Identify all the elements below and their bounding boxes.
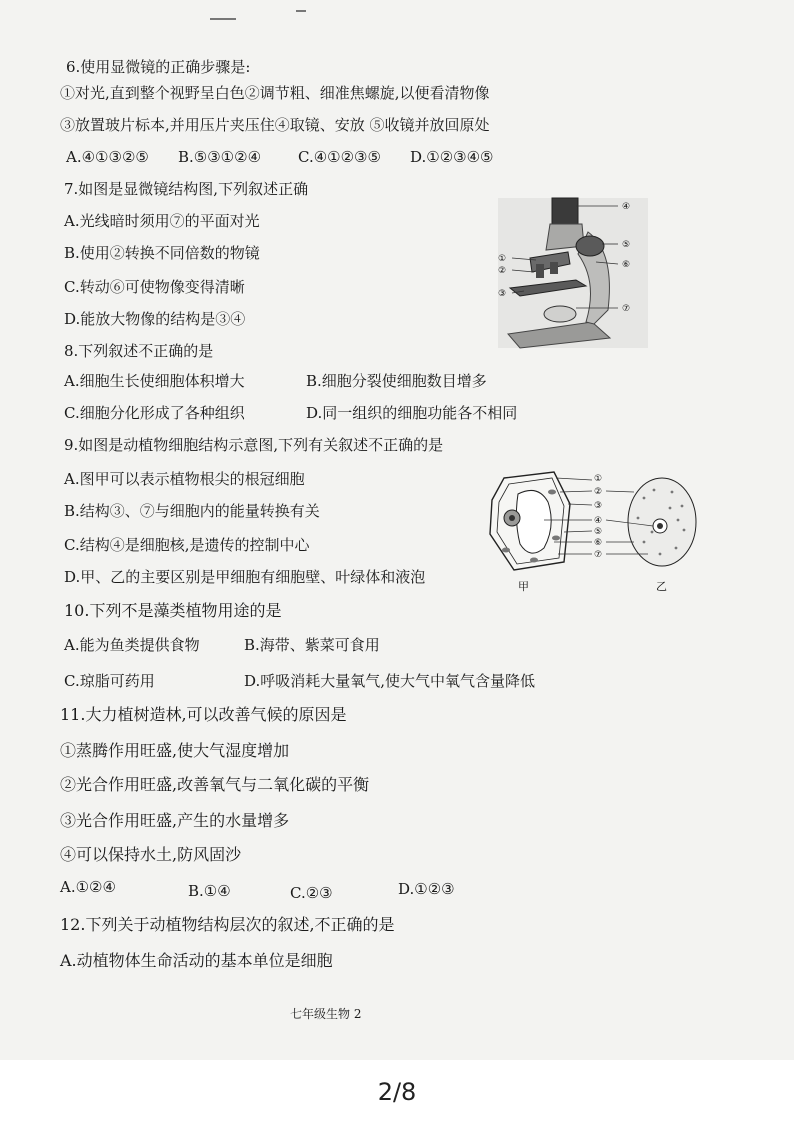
q11-item-3: ③光合作用旺盛,产生的水量增多 xyxy=(60,811,290,830)
question-12-stem: 12.下列关于动植物结构层次的叙述,不正确的是 xyxy=(60,915,395,934)
q10-option-c: C.琼脂可药用 xyxy=(64,672,155,690)
q8-option-b: B.细胞分裂使细胞数目增多 xyxy=(306,372,487,390)
question-10-stem: 10.下列不是藻类植物用途的是 xyxy=(64,601,282,620)
page-indicator: 2/8 xyxy=(377,1078,417,1106)
q9-option-d: D.甲、乙的主要区别是甲细胞有细胞壁、叶绿体和液泡 xyxy=(64,568,426,586)
mic-marker-6: ⑥ xyxy=(622,260,631,270)
q10-option-b: B.海带、紫菜可食用 xyxy=(244,636,380,654)
question-8-stem: 8.下列叙述不正确的是 xyxy=(64,342,214,360)
cell-marker-2: ② xyxy=(594,487,603,497)
mic-marker-2: ② xyxy=(498,266,507,276)
cell-marker-4: ④ xyxy=(594,516,603,526)
q9-option-b: B.结构③、⑦与细胞内的能量转换有关 xyxy=(64,502,320,520)
cell-marker-1: ① xyxy=(594,474,603,484)
plant-cell-label: 甲 xyxy=(518,580,529,593)
q7-option-c: C.转动⑥可使物像变得清晰 xyxy=(64,278,245,296)
q10-option-d: D.呼吸消耗大量氧气,使大气中氧气含量降低 xyxy=(244,672,536,690)
q9-option-a: A.图甲可以表示植物根尖的根冠细胞 xyxy=(64,470,305,488)
question-9-stem: 9.如图是动植物细胞结构示意图,下列有关叙述不正确的是 xyxy=(64,436,444,454)
page-footer-subject: 七年级生物 2 xyxy=(290,1007,362,1021)
question-6-line-1: ①对光,直到整个视野呈白色②调节粗、细准焦螺旋,以便看清物像 xyxy=(60,84,490,102)
q10-option-a: A.能为鱼类提供食物 xyxy=(64,636,200,654)
cell-marker-6: ⑥ xyxy=(594,538,603,548)
question-6-line-2: ③放置玻片标本,并用压片夹压住④取镜、安放 ⑤收镜并放回原处 xyxy=(60,116,490,134)
q6-option-c: C.④①②③⑤ xyxy=(298,148,381,166)
microscope-figure xyxy=(490,192,650,354)
mic-marker-7: ⑦ xyxy=(622,304,631,314)
q11-option-c: C.②③ xyxy=(290,884,333,902)
scan-mark xyxy=(210,18,236,20)
q7-option-b: B.使用②转换不同倍数的物镜 xyxy=(64,244,260,262)
q12-option-a: A.动植物体生命活动的基本单位是细胞 xyxy=(60,951,333,970)
cell-marker-5: ⑤ xyxy=(594,527,603,537)
q6-option-d: D.①②③④⑤ xyxy=(410,148,494,166)
mic-marker-5: ⑤ xyxy=(622,240,631,250)
q7-option-d: D.能放大物像的结构是③④ xyxy=(64,310,246,328)
question-7-stem: 7.如图是显微镜结构图,下列叙述正确 xyxy=(64,180,309,198)
q11-option-b: B.①④ xyxy=(188,882,231,900)
scan-mark xyxy=(296,10,306,12)
q9-option-c: C.结构④是细胞核,是遗传的控制中心 xyxy=(64,536,310,554)
mic-marker-1: ① xyxy=(498,254,507,264)
q8-option-d: D.同一组织的细胞功能各不相同 xyxy=(306,404,518,422)
animal-cell-label: 乙 xyxy=(656,580,667,593)
question-11-stem: 11.大力植树造林,可以改善气候的原因是 xyxy=(60,705,347,724)
q11-item-4: ④可以保持水土,防风固沙 xyxy=(60,845,242,864)
q8-option-a: A.细胞生长使细胞体积增大 xyxy=(64,372,245,390)
cell-diagram-figure xyxy=(484,470,714,596)
q6-option-b: B.⑤③①②④ xyxy=(178,148,262,166)
q11-item-2: ②光合作用旺盛,改善氧气与二氧化碳的平衡 xyxy=(60,775,370,794)
q6-option-a: A.④①③②⑤ xyxy=(66,148,149,166)
cell-marker-7: ⑦ xyxy=(594,550,603,560)
q8-option-c: C.细胞分化形成了各种组织 xyxy=(64,404,245,422)
q11-item-1: ①蒸腾作用旺盛,使大气湿度增加 xyxy=(60,741,290,760)
cell-marker-3: ③ xyxy=(594,501,603,511)
q11-option-d: D.①②③ xyxy=(398,880,455,898)
question-6-stem: 6.使用显微镜的正确步骤是: xyxy=(66,58,251,76)
mic-marker-4: ④ xyxy=(622,202,631,212)
mic-marker-3: ③ xyxy=(498,289,507,299)
q7-option-a: A.光线暗时须用⑦的平面对光 xyxy=(64,212,260,230)
q11-option-a: A.①②④ xyxy=(60,878,116,896)
